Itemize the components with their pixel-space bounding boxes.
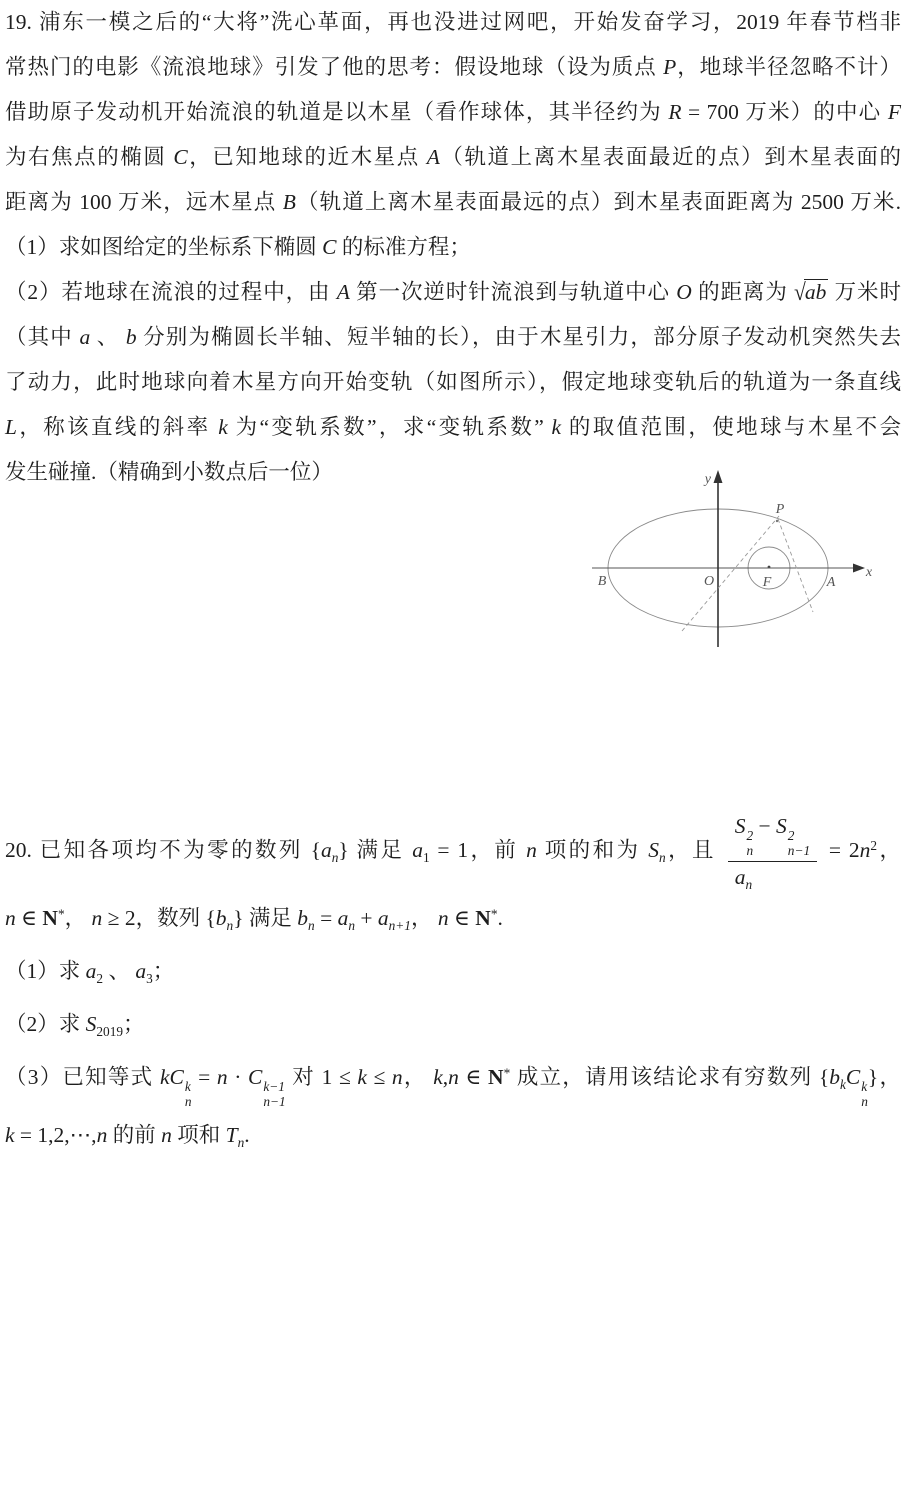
text-run: A	[336, 280, 350, 304]
text-run: n	[226, 917, 234, 933]
text-run: n	[161, 1122, 172, 1147]
problem-19-line-4	[5, 135, 901, 180]
text-run: 3	[146, 970, 153, 986]
text-run: ，	[877, 837, 901, 862]
radical: √ab	[794, 278, 827, 306]
text-run: B	[282, 190, 296, 214]
text-run: ，	[64, 905, 92, 930]
text-run: n	[745, 877, 753, 893]
text-run: n	[526, 837, 537, 862]
problem-20-line-6	[5, 1109, 901, 1162]
text-run: n	[237, 1135, 245, 1150]
text-run: k	[159, 1064, 170, 1089]
problem-19-line-5	[5, 180, 901, 225]
text-run: −	[753, 814, 777, 838]
text-run: b	[829, 1064, 840, 1089]
text-run: b	[297, 905, 309, 930]
text-run: 分别为椭圆长半轴、短半轴的长），由于木星引力，部分原子发动机突然失去	[136, 325, 901, 349]
text-run: 常热门的电影《流浪地球》引发了他的思考：假设地球（设为质点	[5, 55, 664, 79]
text-run: N	[475, 905, 491, 930]
text-run: （1）求	[5, 958, 86, 983]
problem-19-line-9	[5, 360, 901, 405]
text-run: F	[887, 100, 901, 124]
text-run: n	[437, 905, 449, 930]
problem-20-line-3	[5, 945, 901, 998]
text-run: 项的和为	[536, 837, 649, 862]
text-run: a	[85, 958, 97, 983]
point-f-label: F	[762, 575, 772, 590]
text-run: 了动力，此时地球向着木星方向开始变轨（如图所示），假定地球变轨后的轨道为一条直线	[5, 370, 901, 394]
point-b-label: B	[597, 574, 607, 589]
text-run: C	[169, 1064, 184, 1089]
text-run: = 2	[821, 837, 860, 862]
text-run: ·	[227, 1064, 248, 1089]
text-run: = 1,2,⋯,	[14, 1122, 97, 1147]
text-run: O	[676, 280, 692, 304]
text-run: 成立，请用该结论求有穷数列 {	[510, 1064, 830, 1089]
text-run: n	[859, 837, 871, 862]
text-run: } 满足	[338, 837, 413, 862]
text-run: k	[433, 1064, 443, 1089]
text-run: N	[42, 905, 58, 930]
text-run: （轨道上离木星表面最近的点）到木星表面的	[439, 145, 901, 169]
stacked-scripts: k−1 n−1	[263, 1079, 286, 1109]
text-run: A	[426, 145, 440, 169]
point-p-marker	[776, 520, 778, 522]
text-run: ∈	[448, 905, 476, 930]
text-run: 2019	[96, 1023, 124, 1039]
text-run: （1）求如图给定的坐标系下椭圆	[5, 235, 323, 259]
y-axis-label: y	[704, 472, 711, 487]
text-run: ，称该直线的斜率	[16, 415, 219, 439]
x-axis-label: x	[865, 565, 873, 580]
ellipse-orbit-figure	[575, 455, 905, 670]
text-run: ∈	[15, 905, 43, 930]
text-run: 、	[90, 325, 126, 349]
text-run: 的取值范围，使地球与木星不会	[561, 415, 901, 439]
text-run: *	[57, 906, 65, 922]
text-run: k	[5, 1122, 15, 1147]
text-run: 2	[96, 970, 104, 986]
text-run: ≤	[366, 1064, 392, 1089]
text-run: （2）求	[5, 1011, 86, 1036]
text-run: } 满足	[233, 905, 298, 930]
text-run: 万米时	[828, 280, 901, 304]
text-run: =	[314, 905, 338, 930]
problem-19-line-7	[5, 270, 901, 315]
text-run: n	[91, 905, 103, 930]
text-run: L	[5, 415, 17, 439]
problem-20-line-2	[5, 892, 901, 945]
y-axis-arrow-icon	[714, 470, 723, 483]
text-run: 第一次逆时针流浪到与轨道中心	[349, 280, 677, 304]
text-run: n	[308, 917, 315, 933]
text-run: 对 1 ≤	[285, 1064, 358, 1089]
x-axis-arrow-icon	[853, 564, 865, 573]
text-run: N	[488, 1064, 504, 1089]
text-run: a	[79, 325, 91, 349]
text-run: 的标准方程；	[336, 235, 471, 259]
text-run: .	[244, 1122, 250, 1147]
text-run: ，地球半径忽略不计）	[676, 55, 901, 79]
text-run: n	[448, 1064, 459, 1089]
text-run: C	[845, 1064, 861, 1089]
text-run: 2	[870, 838, 878, 854]
text-run: C	[322, 235, 337, 259]
text-run: = 700 万米）的中心	[681, 100, 888, 124]
text-run: 距离为 100 万米，远木星点	[5, 190, 283, 214]
problem-19-line-3	[5, 90, 901, 135]
text-run: n	[216, 1064, 228, 1089]
text-run: ab	[804, 280, 827, 304]
point-p-label: P	[775, 502, 785, 517]
text-run: ；	[123, 1011, 145, 1036]
text-run: n	[348, 917, 355, 933]
text-run: 1	[422, 849, 430, 865]
text-run: ，已知地球的近木星点	[187, 145, 427, 169]
text-run: *	[503, 1065, 511, 1081]
text-run: ,	[442, 1064, 449, 1089]
point-o-label: O	[703, 574, 715, 589]
text-run: a	[135, 958, 147, 983]
text-run: a	[320, 837, 332, 862]
text-run: n	[96, 1122, 108, 1147]
text-run: *	[490, 906, 498, 922]
text-run: R	[668, 100, 682, 124]
stacked-scripts: k n	[184, 1079, 192, 1109]
text-run: 项和	[171, 1122, 226, 1147]
text-run: 、	[103, 958, 136, 983]
text-run: = 1，前	[429, 837, 527, 862]
text-run: a	[734, 865, 746, 890]
text-run: k	[839, 1076, 846, 1092]
text-run: 的前	[107, 1122, 162, 1147]
text-run: ≥ 2，数列 {	[102, 905, 216, 930]
text-run: }，	[867, 1064, 901, 1089]
text-run: C	[247, 1064, 263, 1089]
text-run: S	[734, 814, 746, 838]
text-run: （2）若地球在流浪的过程中，由	[5, 280, 337, 304]
text-run: 为右焦点的椭圆	[5, 145, 174, 169]
text-run: （轨道上离木星表面最远的点）到木星表面距离为 2500 万米.	[295, 190, 901, 214]
problem-19-line-1	[5, 0, 901, 45]
text-run: S	[776, 814, 787, 838]
text-run: S	[85, 1011, 97, 1036]
text-run: k	[551, 415, 562, 439]
text-run: b	[215, 905, 227, 930]
text-run: ；	[152, 958, 175, 983]
trajectory-line-left	[682, 516, 779, 631]
text-run: C	[173, 145, 188, 169]
text-run: n	[331, 849, 339, 865]
text-run: k	[218, 415, 228, 439]
problem-20	[5, 810, 901, 1162]
text-run: T	[225, 1122, 238, 1147]
text-run: n	[658, 849, 666, 865]
point-a-label: A	[826, 575, 836, 590]
text-run: a	[412, 837, 423, 862]
problem-19-line-2	[5, 45, 901, 90]
problem-19-line-10	[5, 405, 901, 450]
text-run: =	[191, 1064, 217, 1089]
text-run: 借助原子发动机开始流浪的轨道是以木星（看作球体，其半径约为	[5, 100, 669, 124]
stacked-scripts: 2 n	[746, 828, 754, 858]
text-run: k	[357, 1064, 367, 1089]
stacked-scripts: k n	[861, 1079, 868, 1109]
text-run: ∈	[458, 1064, 489, 1089]
text-run: （其中	[5, 325, 80, 349]
text-run: ，且	[665, 837, 724, 862]
text-run: ，	[410, 905, 438, 930]
text-run: a	[377, 905, 389, 930]
trajectory-line-right	[778, 519, 813, 612]
text-run: 为“变轨系数”，求“变轨系数”	[227, 415, 552, 439]
text-run: +	[355, 905, 378, 930]
text-run: （3）已知等式	[5, 1064, 160, 1089]
text-run: n	[5, 905, 16, 930]
fraction	[728, 814, 817, 893]
text-run: a	[337, 905, 349, 930]
text-run: 20. 已知各项均不为零的数列 {	[5, 837, 321, 862]
text-run: 的距离为	[691, 280, 795, 304]
text-run: P	[663, 55, 677, 79]
text-run: S	[648, 837, 659, 862]
problem-19-line-8	[5, 315, 901, 360]
text-run: n	[391, 1064, 403, 1089]
text-run: n+1	[388, 917, 411, 933]
stacked-scripts: 2 n−1	[787, 828, 811, 858]
text-run: 发生碰撞.（精确到小数点后一位）	[5, 460, 333, 484]
text-run: ，	[402, 1064, 434, 1089]
problem-19-line-6	[5, 225, 901, 270]
text-run: 19. 浦东一模之后的“大将”洗心革面，再也没进过网吧，开始发奋学习，2019 年春节档非	[5, 10, 901, 34]
problem-20-line-5	[5, 1051, 901, 1109]
problem-19	[5, 0, 901, 495]
text-run: b	[125, 325, 137, 349]
problem-20-line-4	[5, 998, 901, 1051]
problem-20-line-1	[5, 810, 901, 892]
text-run: .	[497, 905, 503, 930]
